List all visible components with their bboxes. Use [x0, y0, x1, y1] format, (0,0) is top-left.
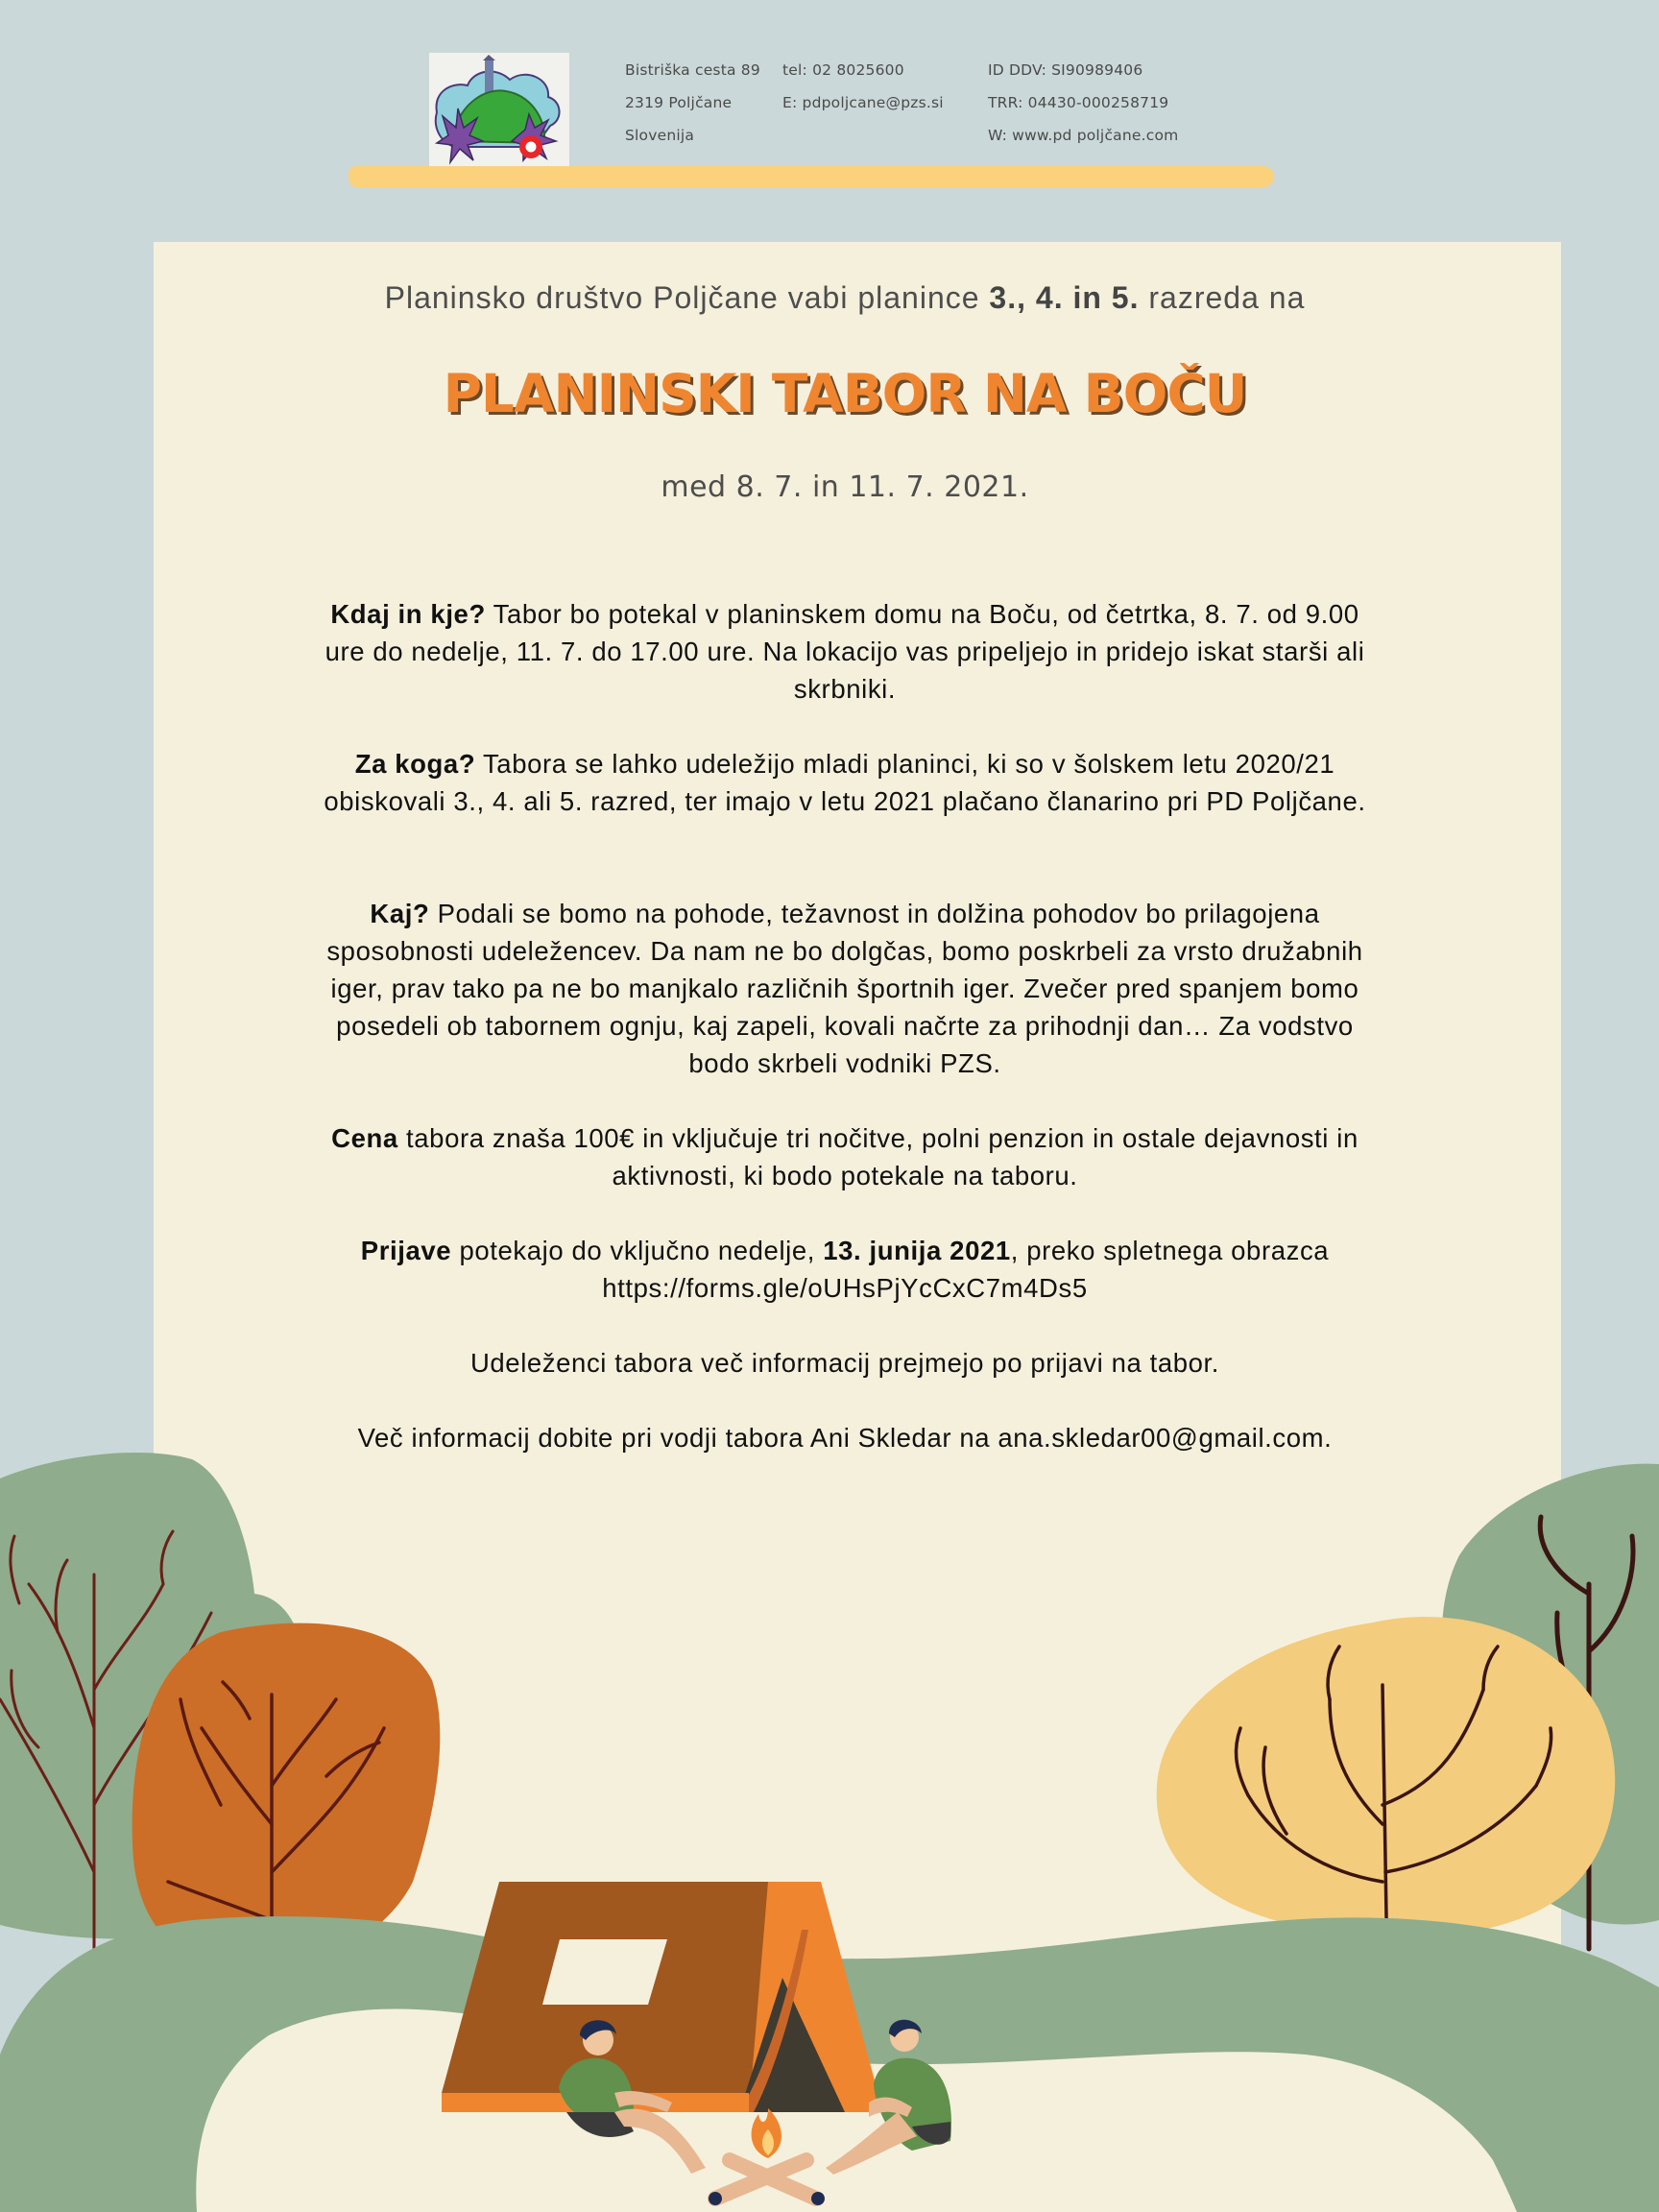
header-registry — [988, 54, 1178, 152]
paragraph-what — [313, 895, 1377, 1082]
event-dates: med 8. 7. in 11. 7. 2021. — [661, 470, 1029, 504]
header-address — [625, 54, 760, 152]
address-street: Bistriška cesta 89 — [625, 61, 760, 79]
registry-bank-account: TRR: 04430-000258719 — [988, 94, 1169, 111]
header-divider — [349, 166, 1274, 187]
header-contact — [782, 54, 944, 119]
registry-website[interactable]: W: www.pd poljčane.com — [988, 127, 1179, 144]
contact-phone: tel: 02 8025600 — [782, 61, 904, 79]
intro-before: Planinsko društvo Poljčane vabi planince — [384, 280, 990, 315]
paragraph-label: Prijave — [360, 1236, 452, 1265]
intro-grades: 3., 4. in 5. — [989, 280, 1140, 315]
paragraph-text: Tabora se lahko udeležijo mladi planinci, ki so v šolskem letu 2020/21 obiskovali 3., 4. ali 5. razred, ter imajo v letu 2021 plačano članarino pri PD Poljčane. — [324, 749, 1366, 816]
paragraph-text: Tabor bo potekal v planinskem domu na Boču, od četrtka, 8. 7. od 9.00 ure do nedelje, 11. 7. do 17.00 ure. Na lokacijo vas pripeljejo in pridejo iskat starši ali skrbniki. — [325, 599, 1365, 704]
paragraph-text: tabora znaša 100€ in vključuje tri nočitve, polni penzion in ostale dejavnosti in aktivnosti, ki bodo potekale na taboru. — [397, 1123, 1358, 1190]
paragraph-info-after: Udeleženci tabora več informacij prejmejo po prijavi na tabor. — [469, 1348, 1220, 1378]
paragraph-registration — [313, 1232, 1377, 1307]
contact-email[interactable]: E: pdpoljcane@pzs.si — [782, 94, 944, 111]
paragraph-label: Kaj? — [370, 899, 430, 928]
registration-deadline: 13. junija 2021 — [823, 1236, 1011, 1265]
club-logo-icon — [429, 53, 569, 166]
poster-paper — [154, 242, 1561, 2212]
paragraph-price — [313, 1119, 1377, 1194]
paragraph-text: Podali se bomo na pohode, težavnost in dolžina pohodov bo prilagojena sposobnosti udeležencev. Da nam ne bo dolgčas, bomo poskrbeli za vrsto družabnih iger, prav tako pa ne bo manjkalo različnih športnih iger. Zvečer pred spanjem bomo posedeli ob tabornem ognju, kaj zapeli, kovali načrte za prihodnji dan… Za vodstvo bodo skrbeli vodniki PZS. — [326, 899, 1363, 1078]
paragraph-contact: Več informacij dobite pri vodji tabora Ani Skledar na ana.skledar00@gmail.com. — [357, 1423, 1333, 1453]
page-title: PLANINSKI TABOR NA BOČU — [443, 363, 1247, 424]
address-country: Slovenija — [625, 127, 695, 144]
paragraph-when-where — [313, 595, 1377, 708]
intro-after: razreda na — [1139, 280, 1306, 315]
paragraph-label: Cena — [331, 1123, 398, 1153]
registry-vat-id: ID DDV: SI90989406 — [988, 61, 1143, 79]
paragraph-text: potekajo do vključno nedelje, — [451, 1236, 824, 1265]
paragraph-label: Za koga? — [354, 749, 476, 779]
registration-form-link[interactable]: , preko spletnega obrazca https://forms.gle/oUHsPjYcCxC7m4Ds5 — [602, 1236, 1330, 1303]
paragraph-label: Kdaj in kje? — [330, 599, 486, 629]
address-city: 2319 Poljčane — [625, 94, 733, 111]
intro-line — [288, 280, 1402, 316]
paragraph-for-whom — [313, 745, 1377, 820]
